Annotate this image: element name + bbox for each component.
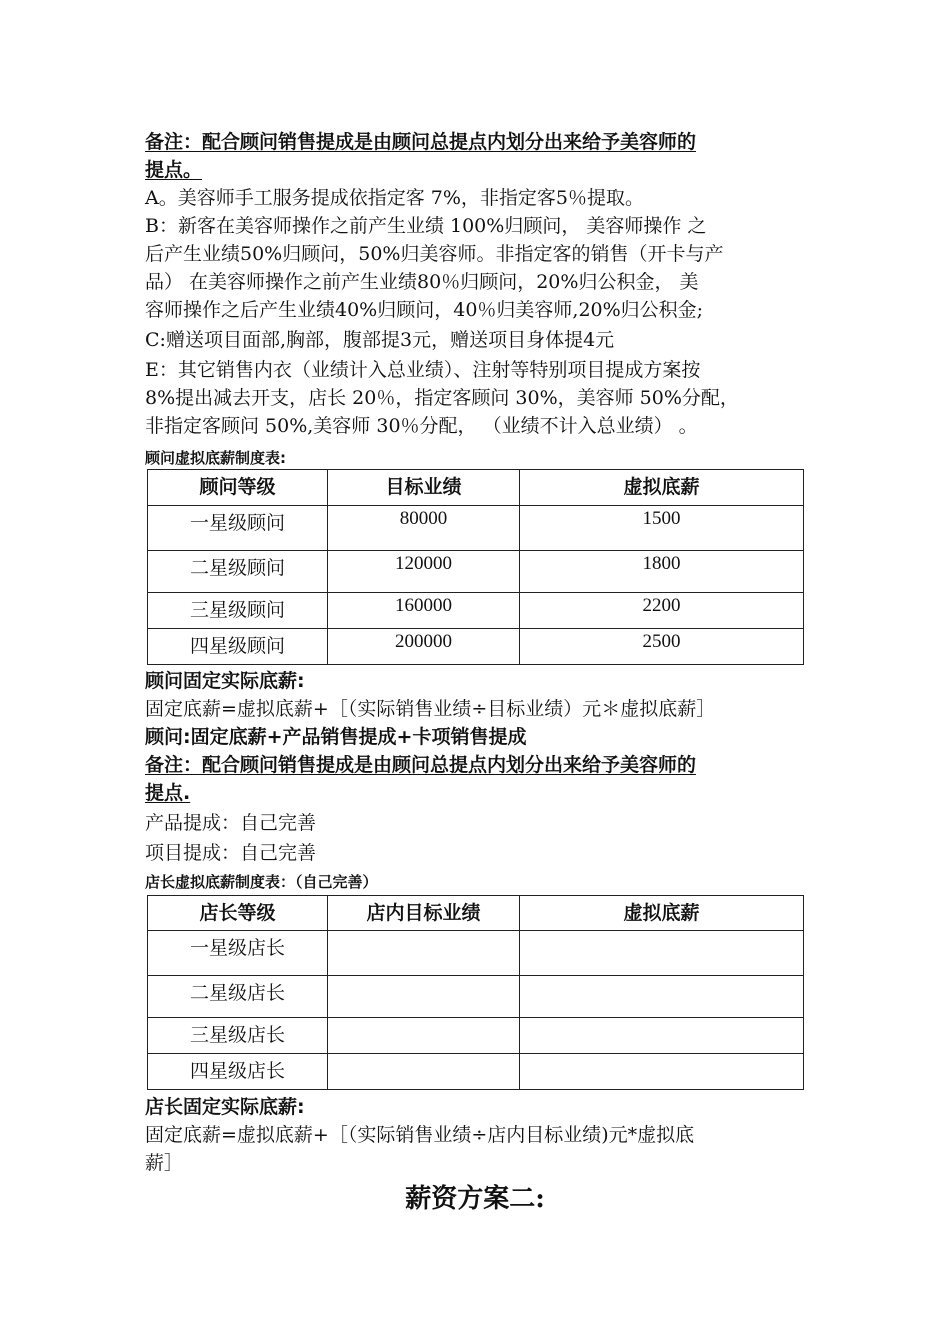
table-row xyxy=(148,931,804,976)
table-row xyxy=(148,593,804,629)
consultant-composition: 顾问:固定底薪+产品销售提成+卡项销售提成 xyxy=(145,726,527,748)
table-header-row xyxy=(148,470,804,506)
header-target: 店内目标业绩 xyxy=(328,896,520,931)
cell-level: 三星级店长 xyxy=(148,1018,328,1054)
consultant-salary-table xyxy=(147,469,804,665)
cell-salary: 2500 xyxy=(520,629,804,665)
header-virtual-salary: 虚拟底薪 xyxy=(520,470,804,506)
table-row xyxy=(148,551,804,593)
para-b-line2: 后产生业绩50%归顾问，50%归美容师。非指定客的销售（开卡与产 xyxy=(145,243,724,265)
note1-line1: 备注：配合顾问销售提成是由顾问总提点内划分出来给予美容师的 xyxy=(145,131,697,153)
table-row xyxy=(148,1054,804,1090)
cell-target xyxy=(328,976,520,1018)
para-e-line1: E：其它销售内衣（业绩计入总业绩）、注射等特别项目提成方案按 xyxy=(145,359,701,381)
para-e-line2: 8%提出减去开支，店长 20％，指定客顾问 30%，美容师 50%分配， xyxy=(145,387,739,409)
header-level: 店长等级 xyxy=(148,896,328,931)
note2-line1: 备注：配合顾问销售提成是由顾问总提点内划分出来给予美容师的 xyxy=(145,754,697,776)
para-b-line3: 品） 在美容师操作之前产生业绩80％归顾问，20%归公积金， 美 xyxy=(145,271,699,293)
plan-two-title: 薪资方案二: xyxy=(405,1184,545,1214)
cell-target xyxy=(328,931,520,976)
cell-target: 160000 xyxy=(328,593,520,629)
manager-formula-line1: 固定底薪=虚拟底薪+［（实际销售业绩÷店内目标业绩)元*虚拟底 xyxy=(145,1124,695,1146)
cell-target: 80000 xyxy=(328,506,520,551)
cell-target xyxy=(328,1054,520,1090)
table-row xyxy=(148,976,804,1018)
table-header-row xyxy=(148,896,804,931)
cell-level: 一星级店长 xyxy=(148,931,328,976)
consultant-fixed-title: 顾问固定实际底薪: xyxy=(145,670,305,692)
note1-line2: 提点。 xyxy=(145,159,203,181)
header-level: 顾问等级 xyxy=(148,470,328,506)
para-e-line3: 非指定客顾问 50%,美容师 30％分配， （业绩不计入总业绩） 。 xyxy=(145,415,698,437)
cell-level: 二星级店长 xyxy=(148,976,328,1018)
manager-fixed-title: 店长固定实际底薪: xyxy=(145,1096,305,1118)
para-c: C:赠送项目面部,胸部，腹部提3元，赠送项目身体提4元 xyxy=(145,329,615,351)
header-virtual-salary: 虚拟底薪 xyxy=(520,896,804,931)
cell-salary xyxy=(520,1054,804,1090)
para-b-line1: B：新客在美容师操作之前产生业绩 100%归顾问， 美容师操作 之 xyxy=(145,215,707,237)
header-target: 目标业绩 xyxy=(328,470,520,506)
table-row xyxy=(148,629,804,665)
manager-salary-table xyxy=(147,895,804,1090)
table1-caption: 顾问虚拟底薪制度表: xyxy=(145,449,286,467)
cell-salary: 1800 xyxy=(520,551,804,593)
cell-salary xyxy=(520,976,804,1018)
consultant-formula: 固定底薪=虚拟底薪+［（实际销售业绩÷目标业绩）元＊虚拟底薪］ xyxy=(145,698,716,720)
table2-caption: 店长虚拟底薪制度表：（自己完善） xyxy=(145,873,378,891)
para-a: A。美容师手工服务提成依指定客 7%，非指定客5％提取。 xyxy=(145,187,644,209)
cell-salary: 1500 xyxy=(520,506,804,551)
product-commission: 产品提成：自己完善 xyxy=(145,812,317,834)
cell-level: 四星级店长 xyxy=(148,1054,328,1090)
cell-salary xyxy=(520,931,804,976)
cell-level: 四星级顾问 xyxy=(148,629,328,665)
cell-level: 一星级顾问 xyxy=(148,506,328,551)
project-commission: 项目提成：自己完善 xyxy=(145,842,317,864)
cell-salary xyxy=(520,1018,804,1054)
cell-target xyxy=(328,1018,520,1054)
cell-level: 三星级顾问 xyxy=(148,593,328,629)
cell-level: 二星级顾问 xyxy=(148,551,328,593)
cell-salary: 2200 xyxy=(520,593,804,629)
table-row xyxy=(148,506,804,551)
para-b-line4: 容师操作之后产生业绩40%归顾问，40％归美容师,20%归公积金; xyxy=(145,299,704,321)
manager-formula-line2: 薪］ xyxy=(145,1152,184,1174)
cell-target: 120000 xyxy=(328,551,520,593)
table-row xyxy=(148,1018,804,1054)
note2-line2: 提点. xyxy=(145,782,191,804)
cell-target: 200000 xyxy=(328,629,520,665)
